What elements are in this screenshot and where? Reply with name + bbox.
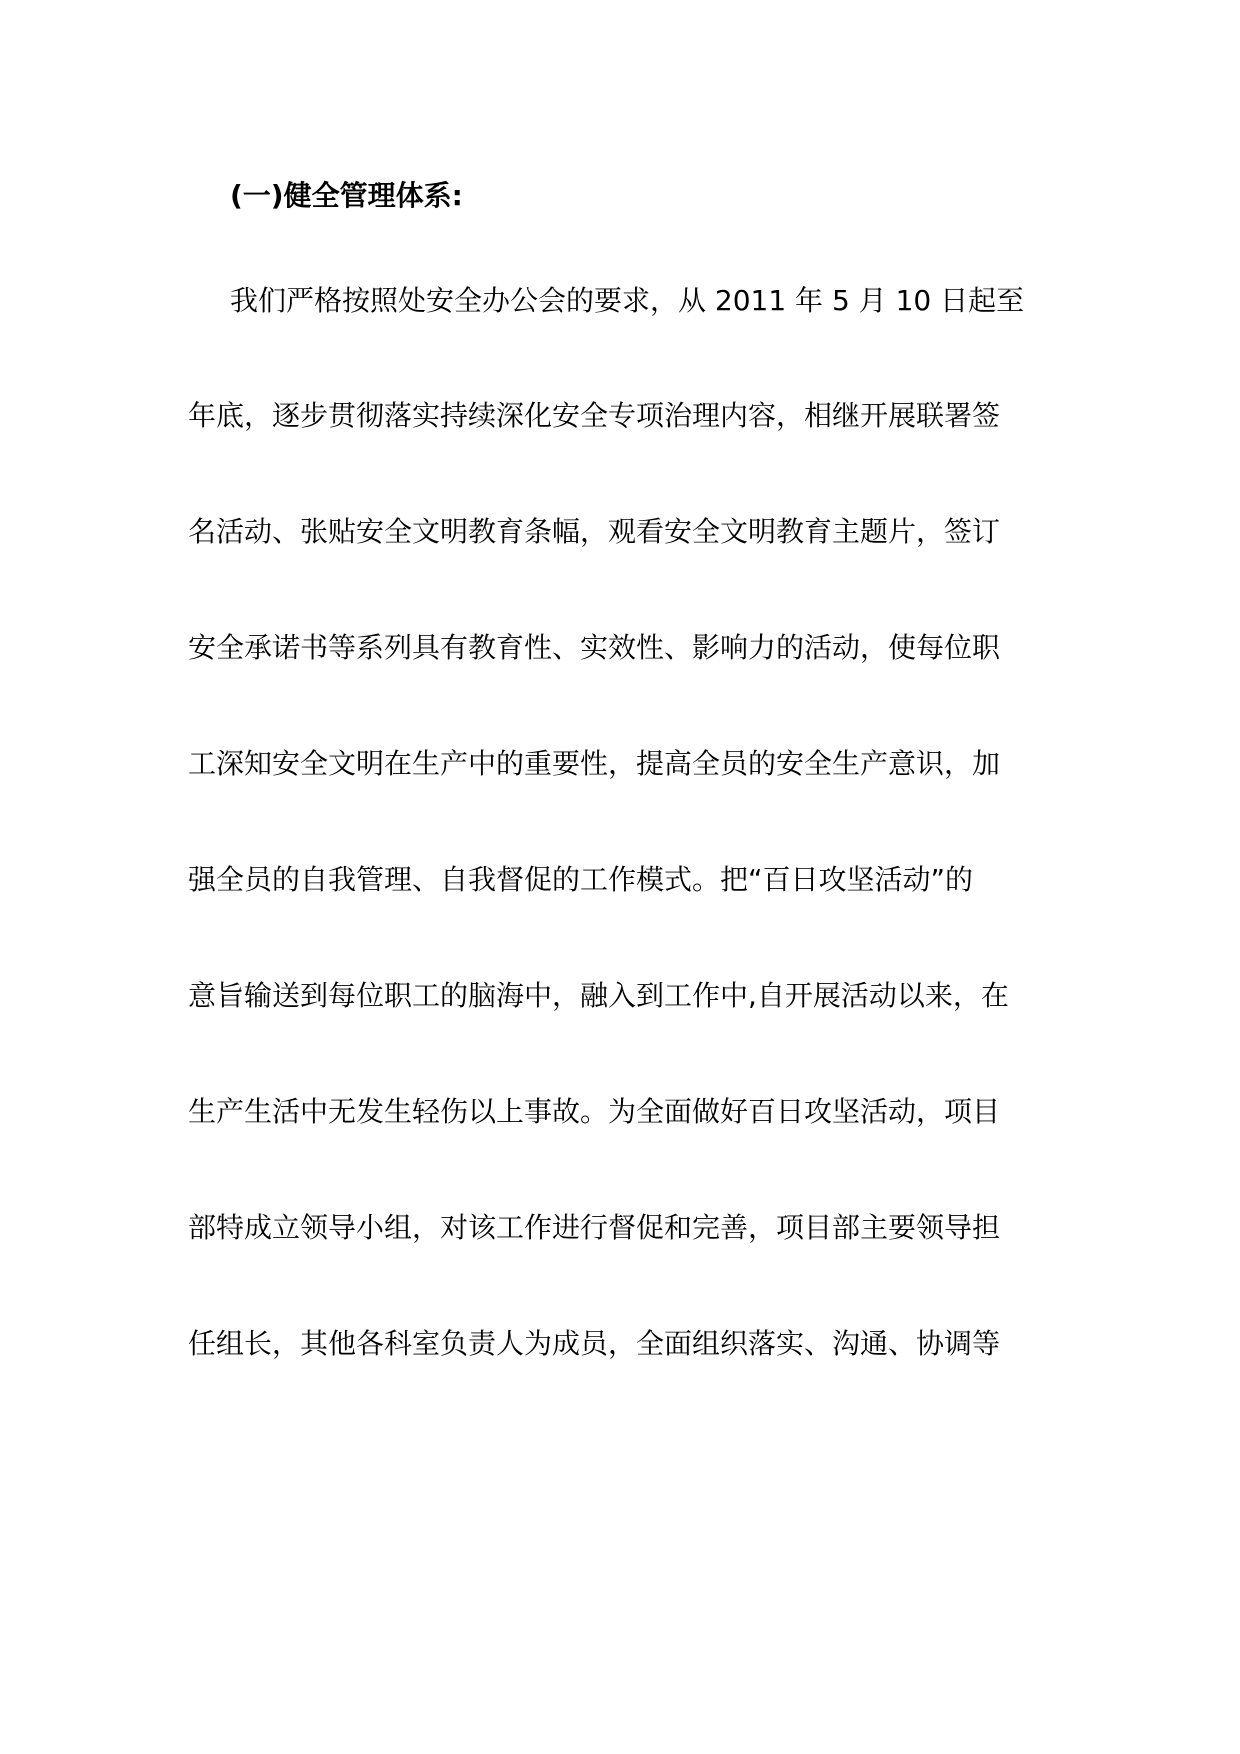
paragraph-line: 工深知安全文明在生产中的重要性，提高全员的安全生产意识，加 bbox=[188, 747, 1001, 780]
paragraph-line: 意旨输送到每位职工的脑海中，融入到工作中,自开展活动以来，在 bbox=[188, 979, 1009, 1012]
section-heading: (一)健全管理体系: bbox=[230, 179, 463, 212]
paragraph-line: 部特成立领导小组，对该工作进行督促和完善，项目部主要领导担 bbox=[188, 1211, 1001, 1244]
paragraph-line: 年底，逐步贯彻落实持续深化安全专项治理内容，相继开展联署签 bbox=[188, 399, 1001, 432]
paragraph-line: 我们严格按照处安全办公会的要求，从 2011 年 5 月 10 日起至 bbox=[230, 284, 1025, 317]
paragraph-line: 任组长，其他各科室负责人为成员，全面组织落实、沟通、协调等 bbox=[188, 1327, 1001, 1360]
paragraph-line: 强全员的自我管理、自我督促的工作模式。把“百日攻坚活动”的 bbox=[188, 863, 974, 896]
paragraph-line: 安全承诺书等系列具有教育性、实效性、影响力的活动，使每位职 bbox=[188, 631, 1001, 664]
paragraph-line: 生产生活中无发生轻伤以上事故。为全面做好百日攻坚活动，项目 bbox=[188, 1095, 1001, 1128]
paragraph-line: 名活动、张贴安全文明教育条幅，观看安全文明教育主题片，签订 bbox=[188, 515, 1001, 548]
